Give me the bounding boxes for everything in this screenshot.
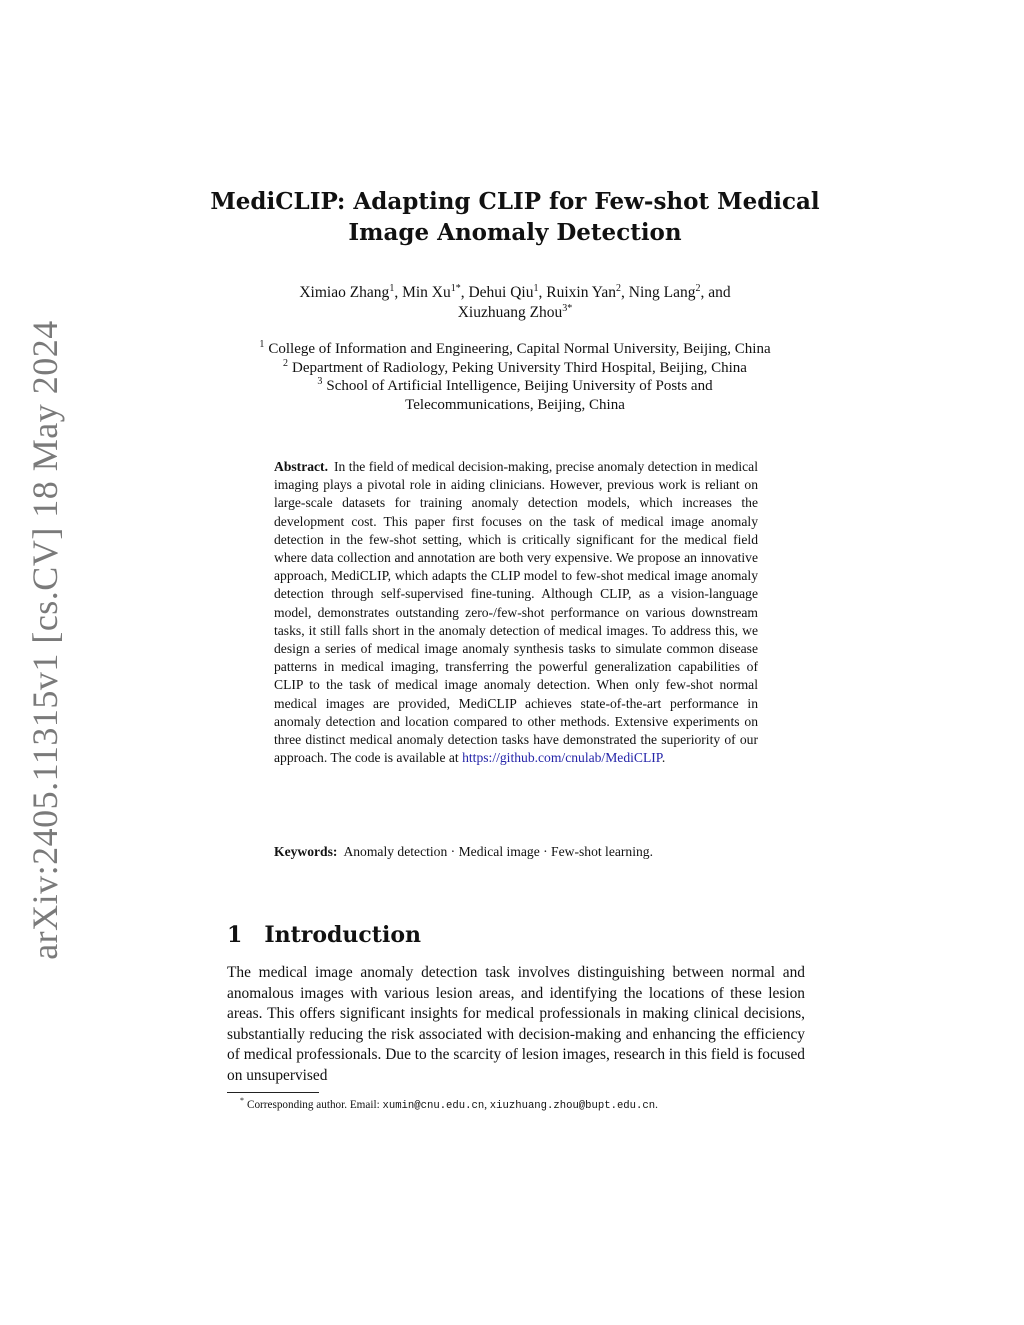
section-title: Introduction — [264, 922, 421, 948]
email-address[interactable]: xiuzhuang.zhou@bupt.edu.cn — [489, 1100, 656, 1112]
footnote: * Corresponding author. Email: xumin@cnu.edu.cn, xiuzhuang.zhou@bupt.edu.cn. — [240, 1096, 658, 1112]
title-line-2: Image Anomaly Detection — [348, 219, 682, 246]
abstract: Abstract. In the field of medical decision-making, precise anomaly detection in medical imaging plays a pivotal role in aiding clinicians. However, previous work is reliant on large-scale datasets for training anomaly detection models, which increases the development cost. This paper first focuses on the task of medical image anomaly detection in the few-shot setting, which is critically significant for the medical field where data collection and annotation are both very expensive. We propose an innovative approach, MediCLIP, which adapts the CLIP model to few-shot medical image anomaly detection through self-supervised fine-tuning. Although CLIP, as a vision-language model, demonstrates outstanding zero-/few-shot performance on various downstream tasks, it still falls short in the anomaly detection of medical images. To address this, we design a series of medical image anomaly synthesis tasks to simulate common disease patterns in medical imaging, transferring the powerful generalization capabilities of CLIP to the task of medical image anomaly detection. When only few-shot normal medical images are provided, MediCLIP achieves state-of-the-art performance in anomaly detection and location compared to other methods. Extensive experiments on three distinct medical anomaly detection tasks have demonstrated the superiority of our approach. The code is available at https://github.com/cnulab/MediCLIP. — [274, 459, 758, 766]
author-list — [180, 283, 850, 323]
section-heading-introduction — [227, 920, 421, 950]
title-line-1: MediCLIP: Adapting CLIP for Few-shot Medical — [210, 188, 820, 215]
keywords — [274, 843, 758, 861]
affiliation: $^3$ School of Artificial Intelligence, Beijing University of Posts and — [317, 376, 713, 394]
affiliation-continued: Telecommunications, Beijing, China — [405, 396, 625, 413]
email-address[interactable]: xumin@cnu.edu.cn — [382, 1100, 485, 1112]
keywords-text: Anomaly detection · Medical image · Few-shot learning. — [343, 844, 653, 859]
author: Min $Xu^{1*}$, — [402, 282, 469, 301]
code-repository-link[interactable]: https://github.com/cnulab/MediCLIP — [462, 750, 662, 766]
affiliation: $^1$ College of Information and Engineering, Capital Normal University, Beijing, China — [259, 339, 771, 357]
abstract-text: In the field of medical decision-making, precise anomaly detection in medical imaging plays a pivotal role in aiding clinicians. However, previous work is reliant on large-scale datasets for training anomaly detection models, which increases the development cost. This paper first focuses on the task of medical image anomaly detection in the few-shot setting, which is critically significant for the medical field where data collection and annotation are both very expensive. We propose an innovative approach, MediCLIP, which adapts the CLIP model to few-shot medical image anomaly detection through self-supervised fine-tuning. Although CLIP, as a vision-language model, demonstrates outstanding zero-/few-shot performance on various downstream tasks, it still falls short in the anomaly detection of medical images. To address this, we design a series of medical image anomaly synthesis tasks to simulate common disease patterns in medical imaging, transferring the powerful generalization capabilities of CLIP to the task of medical image anomaly detection. When only few-shot normal medical images are provided, MediCLIP achieves state-of-the-art performance in anomaly detection and location compared to other methods. Extensive experiments on three distinct medical anomaly detection tasks have demonstrated the superiority of our approach. The code is available at — [274, 459, 758, 766]
author: Xiuzhuang Zhou$^{3*}$ — [457, 302, 573, 321]
affiliation: $^2$ Department of Radiology, Peking University Third Hospital, Beijing, China — [283, 357, 747, 376]
author: Ximiao Zhang$^1$, — [299, 282, 403, 301]
author: Dehui Qiu$^1$, — [468, 282, 547, 301]
paper-title — [180, 186, 850, 248]
keywords-label: Keywords: — [274, 844, 338, 859]
author: Ruixin Yan$^2$, — [546, 282, 629, 301]
section-number: 1 — [227, 922, 243, 948]
arxiv-identifier: arXiv:2405.11315v1 [cs.CV] 18 May 2024 — [25, 320, 65, 960]
introduction-paragraph: The medical image anomaly detection task involves distinguishing between normal and anomalous images with various lesion areas, and identifying the locations of these lesion areas. This offers significant insights for medical professionals in making clinical decisions, substantially reducing the risk associated with decision-making and enhancing the efficiency of medical professionals. Due to the scarcity of lesion images, research in this field is focused on unsupervised — [227, 964, 805, 1084]
abstract-label: Abstract. — [274, 459, 328, 474]
affiliation-list — [180, 340, 850, 414]
footnote-divider — [227, 1092, 319, 1093]
author: Ning Lang$^2$, and — [628, 282, 731, 301]
